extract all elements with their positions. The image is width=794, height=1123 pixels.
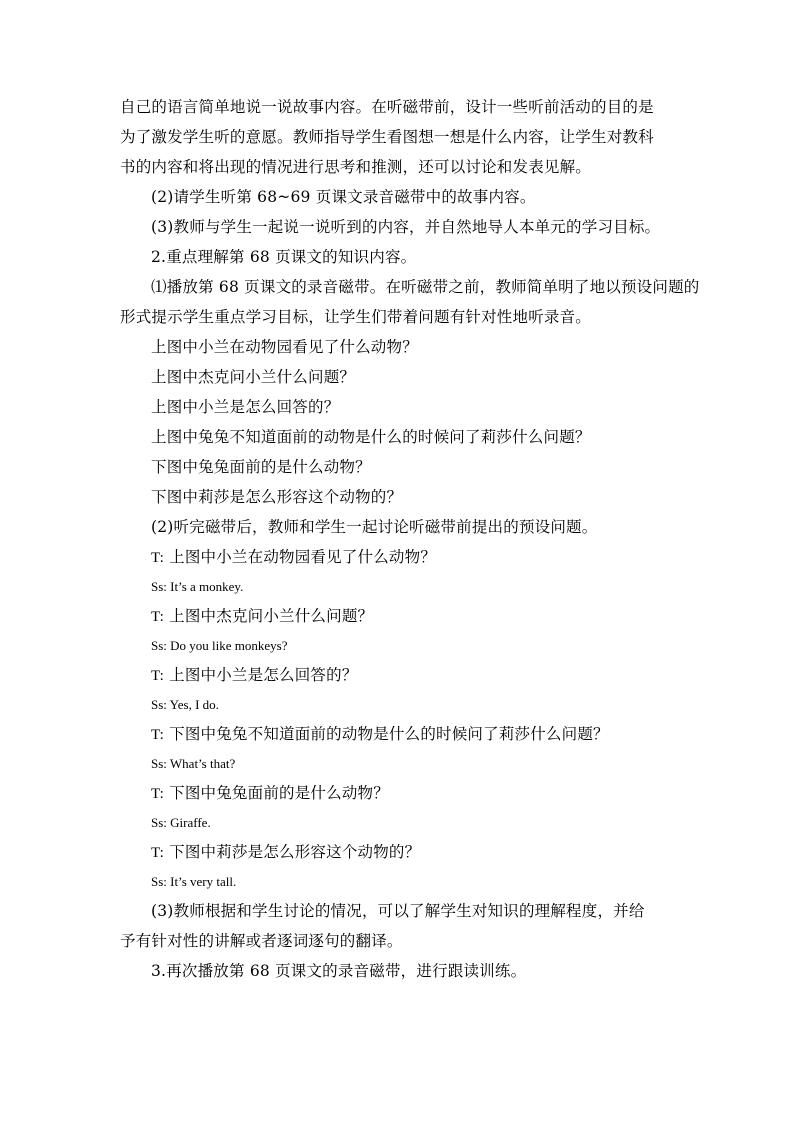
speaker-label: T: bbox=[151, 786, 164, 802]
question-text: 下图中莉莎是怎么形容这个动物的？ bbox=[169, 843, 421, 861]
text-line: 书的内容和将出现的情况进行思考和推测，还可以讨论和发表见解。 bbox=[120, 158, 592, 176]
question-line: 上图中杰克问小兰什么问题？ bbox=[151, 368, 356, 386]
student-answer: Ss: Giraffe. bbox=[151, 815, 211, 830]
text-line: (3)教师根据和学生讨论的情况，可以了解学生对知识的理解程度，并给 bbox=[151, 902, 645, 920]
question-line: 上图中兔兔不知道面前的动物是什么的时候问了莉莎什么问题？ bbox=[151, 428, 591, 446]
question-text: 下图中兔兔面前的是什么动物？ bbox=[169, 784, 389, 802]
question-line: 上图中小兰是怎么回答的？ bbox=[151, 398, 340, 416]
text-line: ⑴播放第 68 页课文的录音磁带。在听磁带之前，教师简单明了地以预设问题的 bbox=[151, 278, 700, 296]
section-heading: 3.再次播放第 68 页课文的录音磁带，进行跟读训练。 bbox=[151, 962, 527, 980]
student-answer: Ss: It’s a monkey. bbox=[151, 579, 244, 594]
text-line: (2)请学生听第 68~69 页课文录音磁带中的故事内容。 bbox=[151, 188, 536, 206]
student-answer: Ss: What’s that? bbox=[151, 756, 236, 771]
question-line: 上图中小兰在动物园看见了什么动物？ bbox=[151, 338, 418, 356]
question-line: 下图中莉莎是怎么形容这个动物的？ bbox=[151, 488, 403, 506]
teacher-question bbox=[120, 837, 660, 867]
text-line: (2)听完磁带后，教师和学生一起讨论听磁带前提出的预设问题。 bbox=[151, 518, 598, 536]
text-line: 予有针对性的讲解或者逐词逐句的翻译。 bbox=[120, 932, 403, 950]
student-answer: Ss: It’s very tall. bbox=[151, 874, 237, 889]
speaker-label: T: bbox=[151, 845, 164, 861]
speaker-label: T: bbox=[151, 609, 164, 625]
section-heading: 2.重点理解第 68 页课文的知识内容。 bbox=[151, 248, 417, 266]
question-line: 下图中兔兔面前的是什么动物？ bbox=[151, 458, 371, 476]
teacher-question bbox=[120, 719, 660, 749]
student-answer: Ss: Do you like monkeys? bbox=[151, 638, 288, 653]
document-page bbox=[120, 92, 700, 986]
student-answer: Ss: Yes, I do. bbox=[151, 697, 219, 712]
question-text: 上图中杰克问小兰什么问题？ bbox=[169, 607, 374, 625]
text-line: (3)教师与学生一起说一说听到的内容，并自然地导人本单元的学习目标。 bbox=[151, 218, 661, 236]
text-line: 自己的语言简单地说一说故事内容。在听磁带前，设计一些听前活动的目的是 bbox=[120, 98, 654, 116]
teacher-question bbox=[120, 542, 660, 572]
question-text: 上图中小兰在动物园看见了什么动物？ bbox=[169, 548, 437, 566]
text-line: 为了激发学生听的意愿。教师指导学生看图想一想是什么内容，让学生对教科 bbox=[120, 128, 654, 146]
question-text: 上图中小兰是怎么回答的？ bbox=[169, 666, 358, 684]
teacher-question bbox=[120, 660, 660, 690]
text-line: 形式提示学生重点学习目标，让学生们带着问题有针对性地听录音。 bbox=[120, 308, 592, 326]
speaker-label: T: bbox=[151, 550, 164, 566]
speaker-label: T: bbox=[151, 727, 164, 743]
question-text: 下图中兔兔不知道面前的动物是什么的时候问了莉莎什么问题？ bbox=[169, 725, 609, 743]
speaker-label: T: bbox=[151, 668, 164, 684]
teacher-question bbox=[120, 601, 660, 631]
teacher-question bbox=[120, 778, 660, 808]
